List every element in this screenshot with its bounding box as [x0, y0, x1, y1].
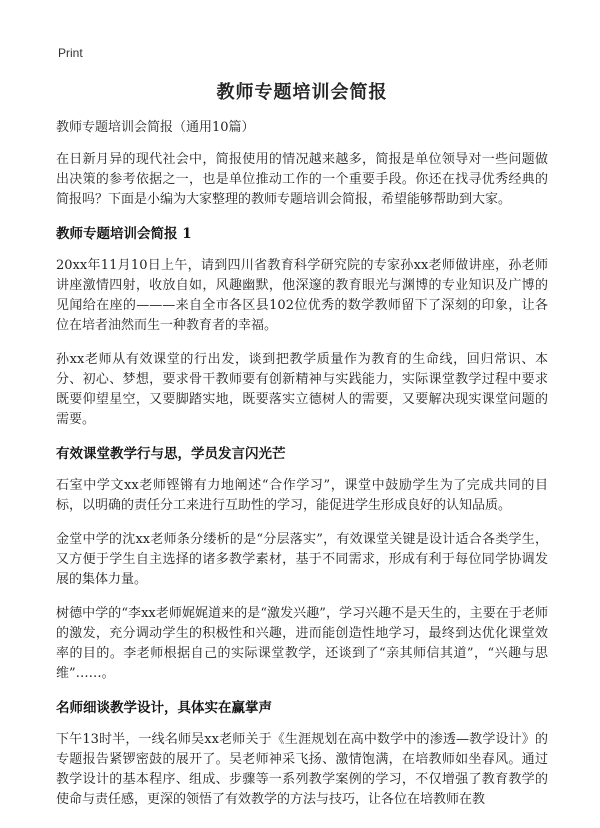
section-2-paragraph-3: 树德中学的“李xx老师娓娓道来的是“激发兴趣”，学习兴趣不是天生的，主要在于老师的激发，充分调动学生的积极性和兴趣，进而能创造性地学习，最终到达优化课堂效率的目的。李老师根据自己的实际课堂教学，还谈到了“亲其师信其道”，“兴趣与思维”……。 [56, 606, 548, 681]
section-heading-2: 有效课堂教学行与思，学员发言闪光芒 [56, 446, 286, 462]
section-heading-1: 教师专题培训会简报 1 [56, 226, 192, 242]
print-label[interactable]: Print [58, 46, 83, 60]
section-heading-3: 名师细谈教学设计，具体实在赢掌声 [56, 700, 272, 716]
section-1-paragraph-2: 孙xx老师从有效课堂的行出发，谈到把教学质量作为教育的生命线，回归常识、本分、初心、梦想，要求骨干教师要有创新精神与实践能力，实际课堂教学过程中要求既要仰望星空，又要脚踏实地，既要落实立德树人的需要，又要解决现实课堂问题的需要。 [56, 352, 548, 427]
section-1-paragraph-1: 20xx年11月10日上午，请到四川省教育科学研究院的专家孙xx老师做讲座，孙老师讲座激情四射，收放自如，风趣幽默，他深邃的教育眼光与渊博的专业知识及广博的见闻给在座的———来自全市各区县102位优秀的数学教师留下了深刻的印象，让各位在培者油然而生一种教育者的幸福。 [56, 258, 548, 333]
intro-paragraph: 在日新月异的现代社会中，简报使用的情况越来越多，简报是单位领导对一些问题做出决策的参考依据之一，也是单位推动工作的一个重要手段。你还在找寻优秀经典的简报吗？下面是小编为大家整理的教师专题培训会简报，希望能够帮助到大家。 [56, 152, 548, 207]
section-2-paragraph-1: 石室中学文xx老师铿锵有力地阐述“合作学习”，课堂中鼓励学生为了完成共同的目标，以明确的责任分工来进行互助性的学习，能促进学生形成良好的认知品质。 [56, 478, 548, 513]
section-2-paragraph-2: 金堂中学的沈xx老师条分缕析的是“分层落实”，有效课堂关键是设计适合各类学生，又方便于学生自主选择的诸多教学素材，基于不同需求，形成有利于每位同学协调发展的集体力量。 [56, 532, 548, 587]
document-subtitle: 教师专题培训会简报（通用10篇） [56, 120, 255, 135]
document-content [56, 78, 548, 824]
document-title: 教师专题培训会简报 [216, 82, 388, 103]
section-3-paragraph-1: 下午13时半，一线名师吴xx老师关于《生涯规划在高中数学中的渗透—教学设计》的专题报告紧锣密鼓的展开了。吴老师神采飞扬、激情饱满，在培教师如坐春风。通过教学设计的基本程序、组成、步骤等一系列教学案例的学习，不仅增强了教育教学的使命与责任感，更深的领悟了有效教学的方法与技巧，让各位在培教师在教 [56, 732, 548, 807]
